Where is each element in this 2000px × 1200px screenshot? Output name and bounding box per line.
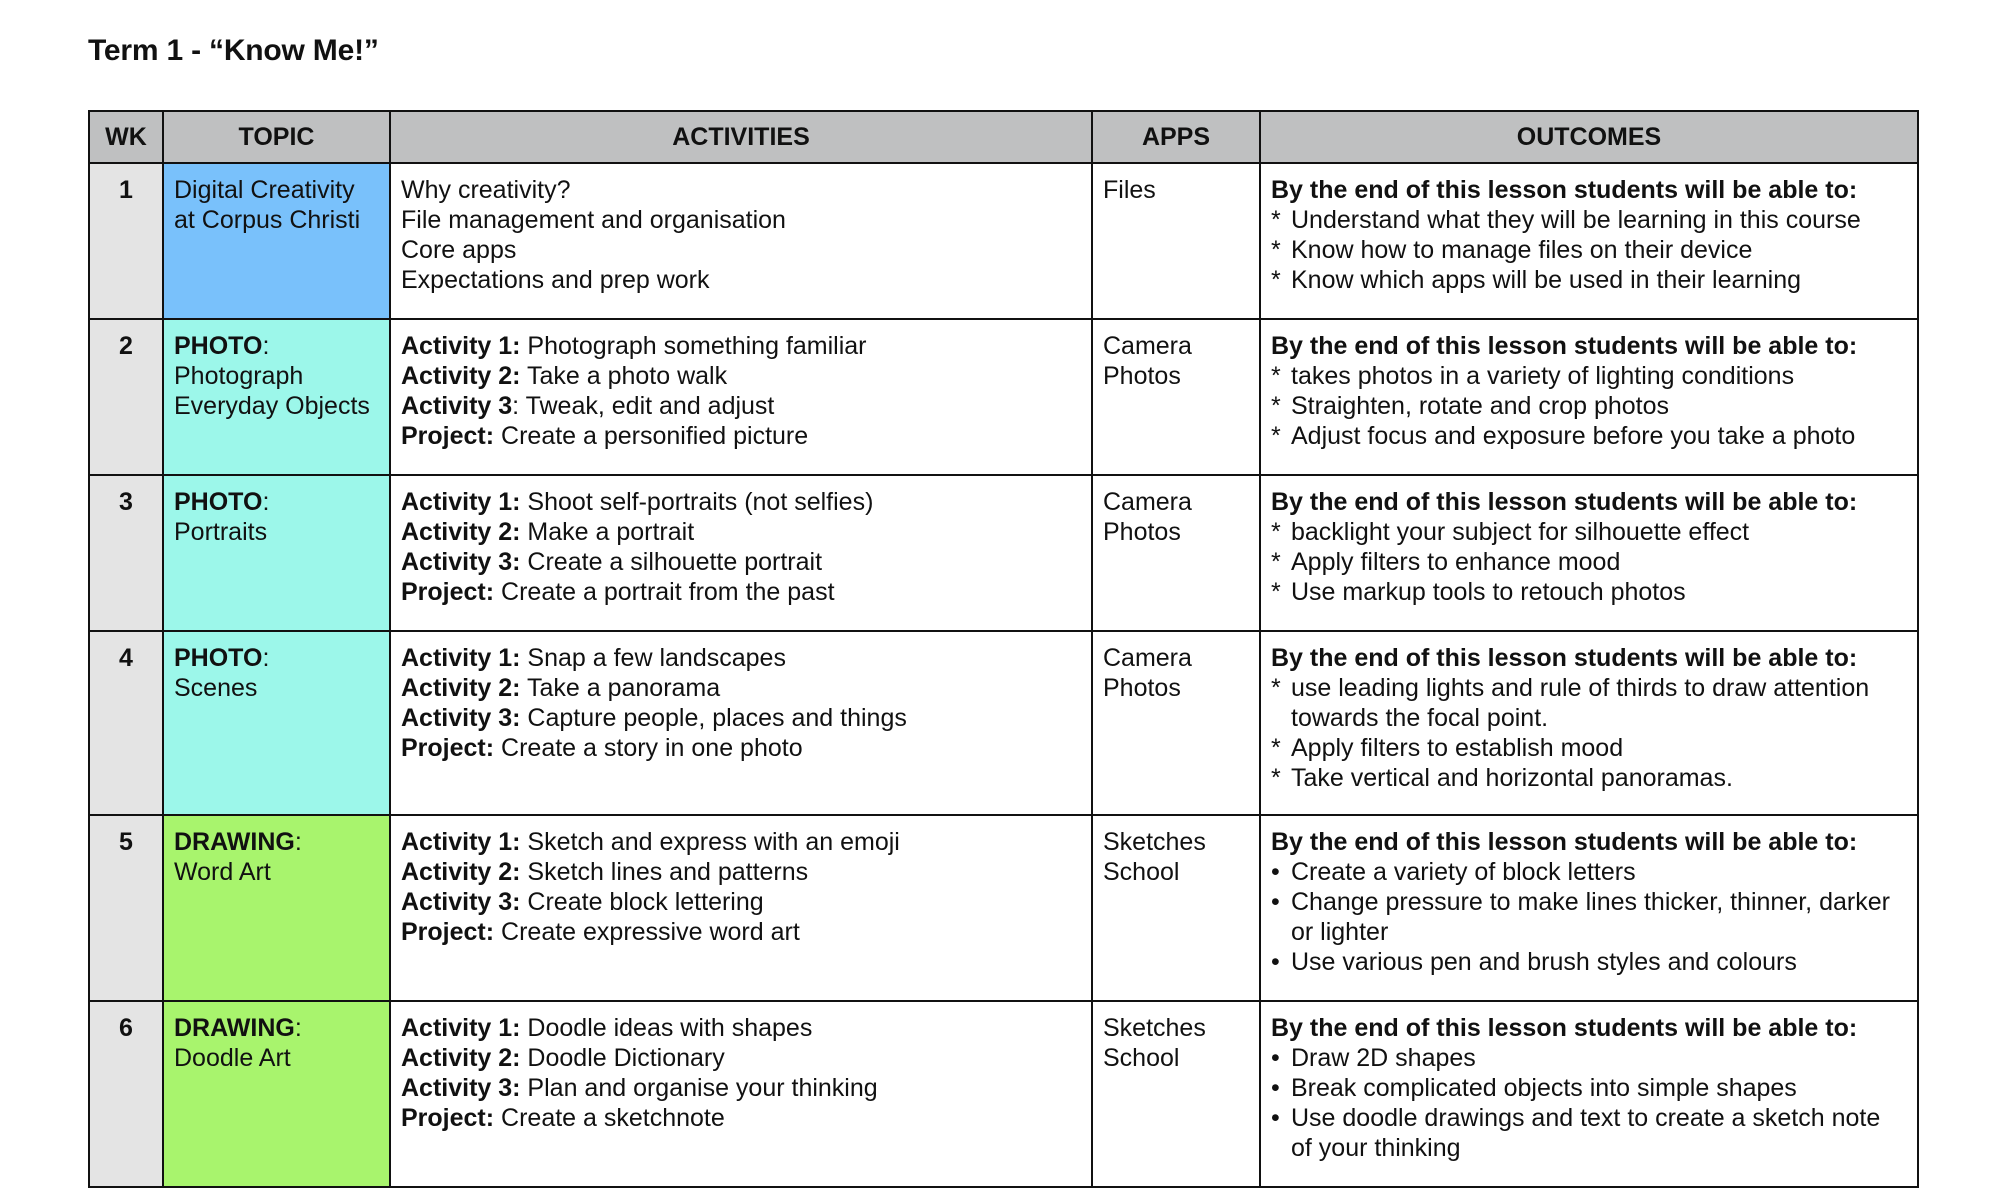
outcome-item: * Know how to manage files on their device <box>1271 236 1753 264</box>
outcome-item: * takes photos in a variety of lighting conditions <box>1271 362 1795 390</box>
outcome-item: * Know which apps will be used in their learning <box>1271 266 1802 294</box>
apps-cell <box>1092 631 1260 815</box>
week-number: 6 <box>89 1001 163 1187</box>
bullet-mark: * <box>1271 236 1281 264</box>
curriculum-table <box>88 110 1919 1188</box>
header-activities: ACTIVITIES <box>390 111 1092 163</box>
outcomes-heading: By the end of this lesson students will be able to: <box>1271 1014 1858 1042</box>
app-name: Sketches <box>1103 1014 1206 1042</box>
header-wk: WK <box>89 111 163 163</box>
topic-category: DRAWING: <box>174 828 302 856</box>
activity-item: Activity 2: Doodle Dictionary <box>401 1044 725 1072</box>
topic-category: PHOTO: <box>174 488 270 516</box>
header-apps: APPS <box>1092 111 1260 163</box>
topic-cell <box>163 163 390 319</box>
bullet-mark: • <box>1271 888 1280 916</box>
outcome-item: * Use markup tools to retouch photos <box>1271 578 1686 606</box>
bullet-mark: • <box>1271 858 1280 886</box>
table-row <box>89 815 1918 1001</box>
outcome-item: • Change pressure to make lines thicker, thinner, darker or lighter <box>1271 888 1890 946</box>
topic-line: Scenes <box>174 674 258 702</box>
activity-item: Activity 3: Create block lettering <box>401 888 764 916</box>
activity-item: Project: Create a story in one photo <box>401 734 803 762</box>
bullet-mark: * <box>1271 578 1281 606</box>
bullet-mark: * <box>1271 422 1281 450</box>
table-row <box>89 631 1918 815</box>
activity-item: Activity 3: Capture people, places and things <box>401 704 907 732</box>
header-outcomes: OUTCOMES <box>1260 111 1918 163</box>
topic-line: Portraits <box>174 518 268 546</box>
app-name: Camera <box>1103 488 1192 516</box>
app-name: Photos <box>1103 518 1181 546</box>
activity-item: Activity 3: Plan and organise your thinking <box>401 1074 878 1102</box>
activity-item: Project: Create expressive word art <box>401 918 800 946</box>
outcome-item: • Draw 2D shapes <box>1271 1044 1476 1072</box>
activity-item: Activity 3: Create a silhouette portrait <box>401 548 823 576</box>
outcome-item: * backlight your subject for silhouette effect <box>1271 518 1750 546</box>
activity-item: Activity 1: Doodle ideas with shapes <box>401 1014 813 1042</box>
outcome-item: • Use various pen and brush styles and colours <box>1271 948 1797 976</box>
outcome-item: * Take vertical and horizontal panoramas. <box>1271 764 1733 792</box>
app-name: Camera <box>1103 644 1192 672</box>
bullet-mark: * <box>1271 674 1281 702</box>
header-topic: TOPIC <box>163 111 390 163</box>
topic-category: PHOTO: <box>174 644 270 672</box>
activities-cell <box>390 163 1092 319</box>
outcome-item: • Use doodle drawings and text to create a sketch note of your thinking <box>1271 1104 1881 1162</box>
app-name: School <box>1103 1044 1180 1072</box>
topic-category: DRAWING: <box>174 1014 302 1042</box>
outcome-item: * Apply filters to enhance mood <box>1271 548 1621 576</box>
activity-item: Expectations and prep work <box>401 266 710 294</box>
week-number: 2 <box>89 319 163 475</box>
app-name: Photos <box>1103 674 1181 702</box>
activity-item: Activity 1: Shoot self-portraits (not selfies) <box>401 488 874 516</box>
bullet-mark: * <box>1271 518 1281 546</box>
apps-cell <box>1092 815 1260 1001</box>
activities-cell <box>390 631 1092 815</box>
activity-item: Activity 2: Take a photo walk <box>401 362 728 390</box>
table-row <box>89 1001 1918 1187</box>
app-name: Sketches <box>1103 828 1206 856</box>
activities-cell <box>390 475 1092 631</box>
app-name: Files <box>1103 176 1156 204</box>
week-number: 3 <box>89 475 163 631</box>
outcomes-heading: By the end of this lesson students will be able to: <box>1271 644 1858 672</box>
activity-item: Activity 1: Photograph something familiar <box>401 332 867 360</box>
activity-item: Project: Create a personified picture <box>401 422 809 450</box>
apps-cell <box>1092 475 1260 631</box>
topic-line: Photograph <box>174 362 304 390</box>
activities-cell <box>390 1001 1092 1187</box>
topic-line: Doodle Art <box>174 1044 291 1072</box>
bullet-mark: * <box>1271 764 1281 792</box>
outcomes-cell <box>1260 319 1918 475</box>
topic-line: at Corpus Christi <box>174 206 361 234</box>
activities-cell <box>390 319 1092 475</box>
outcomes-cell <box>1260 163 1918 319</box>
bullet-mark: * <box>1271 266 1281 294</box>
app-name: Camera <box>1103 332 1192 360</box>
apps-cell <box>1092 163 1260 319</box>
outcomes-cell <box>1260 475 1918 631</box>
app-name: School <box>1103 858 1180 886</box>
activity-item: Activity 3: Tweak, edit and adjust <box>401 392 775 420</box>
activity-item: Activity 1: Sketch and express with an emoji <box>401 828 900 856</box>
activity-item: Activity 2: Sketch lines and patterns <box>401 858 809 886</box>
bullet-mark: * <box>1271 362 1281 390</box>
topic-cell <box>163 319 390 475</box>
activity-item: File management and organisation <box>401 206 786 234</box>
app-name: Photos <box>1103 362 1181 390</box>
bullet-mark: • <box>1271 1074 1280 1102</box>
bullet-mark: • <box>1271 948 1280 976</box>
bullet-mark: • <box>1271 1044 1280 1072</box>
outcomes-heading: By the end of this lesson students will be able to: <box>1271 488 1858 516</box>
outcomes-cell <box>1260 631 1918 815</box>
topic-line: Word Art <box>174 858 271 886</box>
activity-item: Project: Create a portrait from the past <box>401 578 835 606</box>
activities-cell <box>390 815 1092 1001</box>
outcome-item: * Apply filters to establish mood <box>1271 734 1624 762</box>
table-row <box>89 475 1918 631</box>
bullet-mark: * <box>1271 548 1281 576</box>
outcome-item: • Break complicated objects into simple shapes <box>1271 1074 1797 1102</box>
bullet-mark: * <box>1271 392 1281 420</box>
activity-item: Project: Create a sketchnote <box>401 1104 725 1132</box>
week-number: 1 <box>89 163 163 319</box>
outcomes-cell <box>1260 1001 1918 1187</box>
page-title: Term 1 - “Know Me!” <box>88 34 379 67</box>
topic-cell <box>163 1001 390 1187</box>
topic-category: PHOTO: <box>174 332 270 360</box>
table-row <box>89 319 1918 475</box>
topic-cell <box>163 631 390 815</box>
week-number: 4 <box>89 631 163 815</box>
topic-cell <box>163 475 390 631</box>
outcome-item: * Straighten, rotate and crop photos <box>1271 392 1670 420</box>
outcome-item: * Understand what they will be learning in this course <box>1271 206 1861 234</box>
bullet-mark: • <box>1271 1104 1280 1132</box>
activity-item: Activity 2: Make a portrait <box>401 518 695 546</box>
outcomes-heading: By the end of this lesson students will be able to: <box>1271 176 1858 204</box>
outcomes-heading: By the end of this lesson students will be able to: <box>1271 332 1858 360</box>
outcomes-cell <box>1260 815 1918 1001</box>
outcome-item: • Create a variety of block letters <box>1271 858 1636 886</box>
activity-item: Activity 1: Snap a few landscapes <box>401 644 786 672</box>
header-row <box>89 111 1918 163</box>
topic-line: Digital Creativity <box>174 176 355 204</box>
bullet-mark: * <box>1271 206 1281 234</box>
apps-cell <box>1092 1001 1260 1187</box>
outcome-item: * Adjust focus and exposure before you take a photo <box>1271 422 1856 450</box>
activity-item: Activity 2: Take a panorama <box>401 674 721 702</box>
bullet-mark: * <box>1271 734 1281 762</box>
activity-item: Core apps <box>401 236 517 264</box>
apps-cell <box>1092 319 1260 475</box>
week-number: 5 <box>89 815 163 1001</box>
topic-cell <box>163 815 390 1001</box>
outcome-item: * use leading lights and rule of thirds to draw attention towards the focal point. <box>1271 674 1870 732</box>
activity-item: Why creativity? <box>401 176 571 204</box>
table-row <box>89 163 1918 319</box>
topic-line: Everyday Objects <box>174 392 370 420</box>
outcomes-heading: By the end of this lesson students will be able to: <box>1271 828 1858 856</box>
